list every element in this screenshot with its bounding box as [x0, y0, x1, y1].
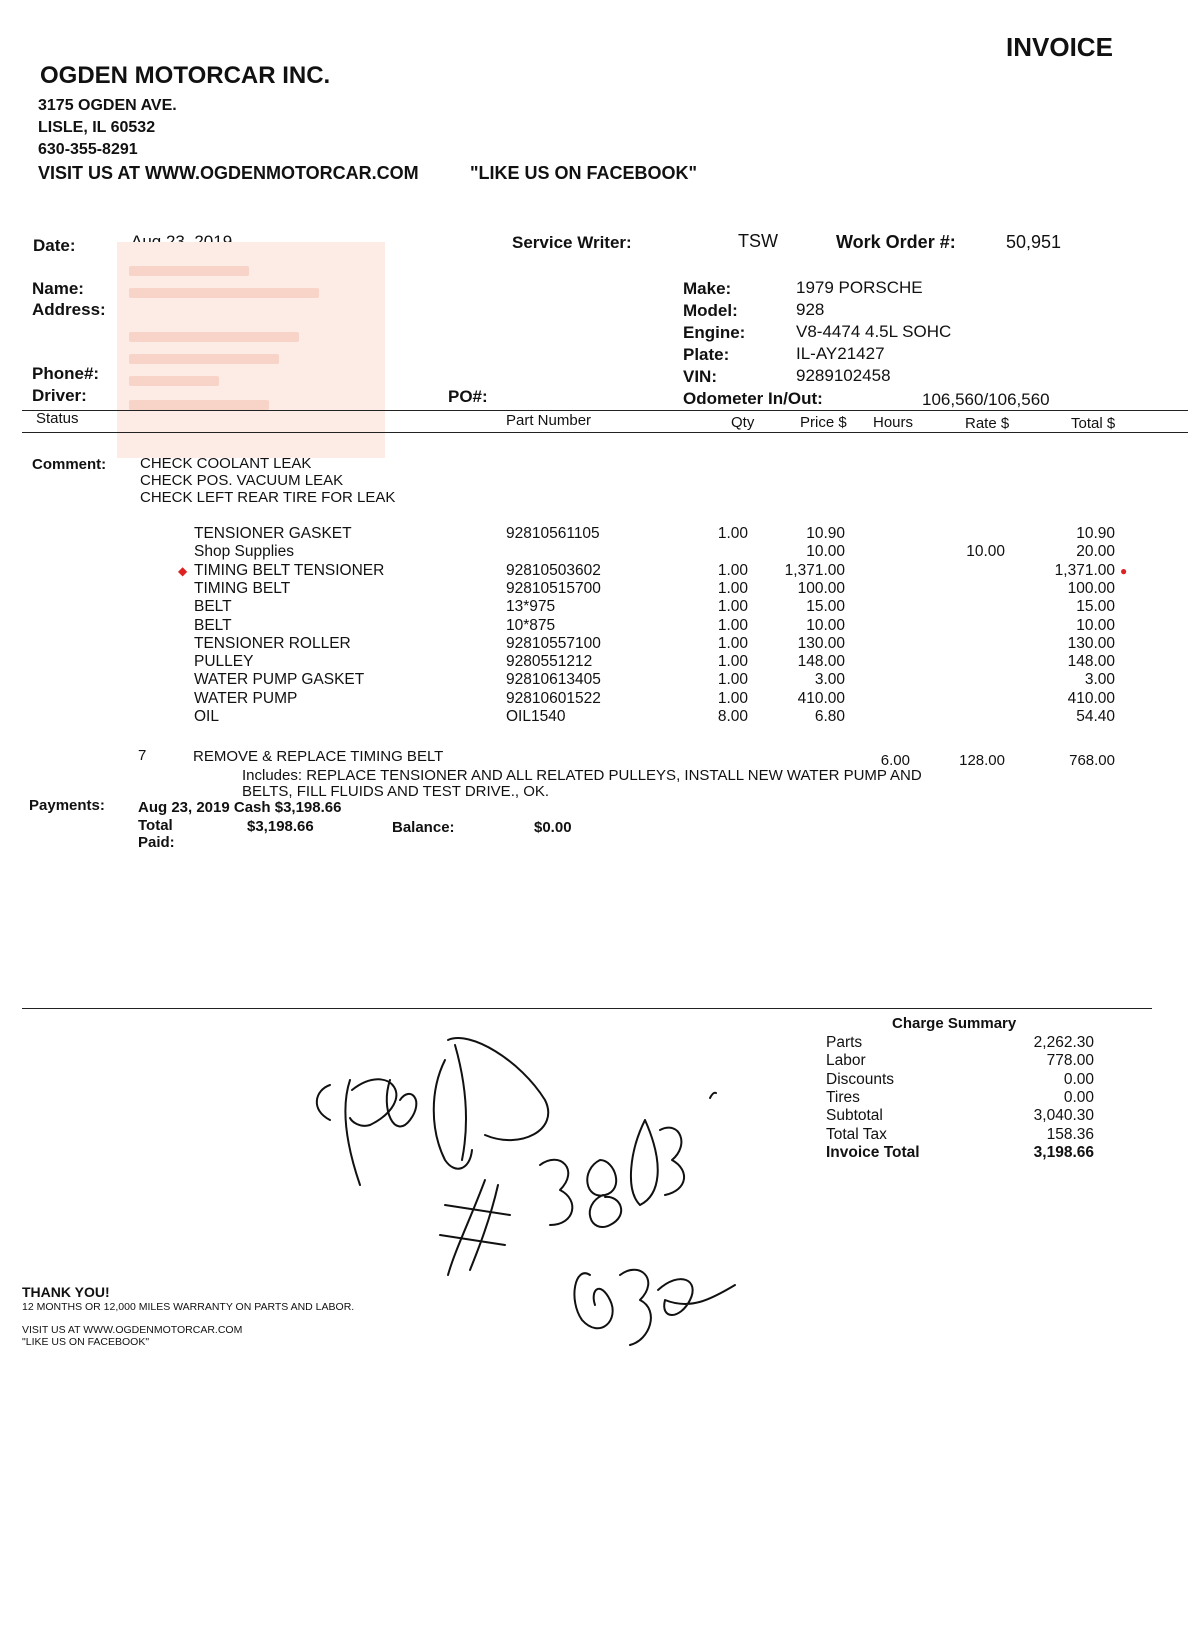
col-qty: Qty — [731, 414, 755, 431]
item-description: TENSIONER ROLLER — [194, 634, 351, 652]
summary-label: Tires — [826, 1088, 860, 1106]
item-description: BELT — [194, 616, 232, 634]
model-value: 928 — [796, 300, 825, 319]
summary-value: 3,040.30 — [1033, 1107, 1094, 1125]
item-price: 6.80 — [814, 708, 845, 725]
balance-value: $0.00 — [534, 819, 572, 836]
col-total: Total $ — [1071, 415, 1116, 432]
item-price: 410.00 — [797, 689, 845, 707]
item-price: 15.00 — [806, 598, 845, 616]
make-label: Make: — [683, 279, 732, 298]
red-mark-icon: ● — [1120, 563, 1128, 578]
item-qty: 1.00 — [717, 634, 748, 652]
item-part-number: 9280551212 — [506, 653, 593, 671]
item-part-number: 10*875 — [506, 616, 556, 634]
item-qty: 1.00 — [717, 653, 748, 671]
labor-description: REMOVE & REPLACE TIMING BELT — [193, 748, 444, 765]
item-part-number: 92810503602 — [506, 561, 601, 579]
item-price: 100.00 — [797, 579, 845, 597]
plate-label: Plate: — [683, 345, 730, 364]
date-label: Date: — [33, 236, 76, 255]
work-order-value: 50,951 — [1006, 232, 1062, 252]
item-description: WATER PUMP GASKET — [194, 671, 365, 689]
item-price: 10.90 — [806, 525, 845, 542]
summary-label: Parts — [826, 1034, 863, 1051]
summary-value: 2,262.30 — [1033, 1034, 1094, 1051]
summary-label: Invoice Total — [826, 1143, 920, 1161]
item-price: 10.00 — [806, 543, 845, 561]
company-city: LISLE, IL 60532 — [38, 119, 156, 136]
item-part-number: 92810601522 — [506, 689, 601, 707]
item-qty: 8.00 — [717, 708, 748, 725]
col-status: Status — [36, 410, 79, 427]
company-name: OGDEN MOTORCAR INC. — [40, 62, 331, 89]
total-paid-label: Paid: — [138, 834, 175, 851]
col-part-number: Part Number — [506, 412, 592, 429]
footer-website: VISIT US AT WWW.OGDENMOTORCAR.COM — [22, 1324, 243, 1336]
payment-entry: Aug 23, 2019 Cash $3,198.66 — [138, 799, 342, 816]
item-qty: 1.00 — [717, 689, 748, 707]
summary-value: 3,198.66 — [1033, 1143, 1094, 1161]
col-hours: Hours — [873, 414, 914, 431]
item-qty: 1.00 — [717, 598, 748, 616]
summary-label: Total Tax — [826, 1125, 887, 1143]
total-paid-label: Total — [138, 817, 173, 834]
item-total: 15.00 — [1076, 598, 1115, 616]
item-description: TIMING BELT — [194, 579, 291, 597]
name-label: Name: — [32, 279, 84, 298]
company-phone: 630-355-8291 — [38, 141, 138, 158]
service-writer-value: TSW — [738, 231, 778, 251]
model-label: Model: — [683, 301, 738, 320]
comment-line: CHECK LEFT REAR TIRE FOR LEAK — [140, 489, 396, 506]
labor-rate: 128.00 — [959, 752, 1005, 769]
item-total: 130.00 — [1067, 634, 1115, 652]
item-price: 148.00 — [797, 653, 845, 671]
address-label: Address: — [32, 300, 106, 319]
comment-label: Comment: — [32, 456, 107, 473]
item-qty: 1.00 — [717, 579, 748, 597]
vin-label: VIN: — [683, 367, 717, 386]
payments-label: Payments: — [29, 797, 105, 814]
company-website: VISIT US AT WWW.OGDENMOTORCAR.COM — [38, 163, 419, 183]
item-total: 10.90 — [1076, 525, 1115, 542]
item-total: 10.00 — [1076, 616, 1115, 634]
item-description: Shop Supplies — [194, 543, 294, 561]
summary-value: 158.36 — [1046, 1125, 1094, 1143]
summary-label: Discounts — [826, 1070, 895, 1088]
labor-includes: BELTS, FILL FLUIDS AND TEST DRIVE., OK. — [242, 783, 550, 800]
balance-label: Balance: — [392, 819, 455, 836]
item-part-number: 92810515700 — [506, 579, 601, 597]
comment-line: CHECK COOLANT LEAK — [140, 455, 312, 472]
plate-value: IL-AY21427 — [796, 344, 885, 363]
make-value: 1979 PORSCHE — [796, 278, 923, 297]
col-rate: Rate $ — [965, 415, 1010, 432]
item-description: BELT — [194, 598, 232, 616]
charge-summary-title: Charge Summary — [892, 1015, 1017, 1032]
col-price: Price $ — [800, 414, 847, 431]
item-part-number: 92810557100 — [506, 634, 601, 652]
phone-label: Phone#: — [32, 364, 100, 383]
summary-label: Subtotal — [826, 1107, 883, 1125]
item-total: 3.00 — [1084, 671, 1115, 689]
item-total: 148.00 — [1067, 653, 1115, 671]
item-description: WATER PUMP — [194, 689, 298, 707]
item-price: 130.00 — [797, 634, 845, 652]
summary-value: 0.00 — [1063, 1070, 1094, 1088]
summary-value: 778.00 — [1046, 1052, 1094, 1070]
item-part-number: OIL1540 — [506, 708, 566, 725]
item-part-number: 13*975 — [506, 598, 556, 616]
odometer-value: 106,560/106,560 — [922, 390, 1050, 409]
company-street: 3175 OGDEN AVE. — [38, 97, 177, 114]
item-description: OIL — [194, 708, 219, 725]
invoice-title: INVOICE — [1006, 32, 1113, 62]
item-part-number: 92810613405 — [506, 671, 601, 689]
item-qty: 1.00 — [717, 616, 748, 634]
item-part-number: 92810561105 — [506, 525, 600, 542]
item-rate: 10.00 — [966, 543, 1005, 561]
item-qty: 1.00 — [717, 525, 748, 542]
item-price: 1,371.00 — [784, 561, 845, 579]
odometer-label: Odometer In/Out: — [683, 389, 823, 408]
item-total: 410.00 — [1067, 689, 1115, 707]
item-qty: 1.00 — [717, 561, 748, 579]
vin-value: 9289102458 — [796, 366, 891, 385]
item-description: TENSIONER GASKET — [194, 525, 352, 542]
work-order-label: Work Order #: — [836, 232, 956, 252]
labor-total: 768.00 — [1069, 752, 1115, 769]
footer-facebook: "LIKE US ON FACEBOOK" — [22, 1336, 150, 1348]
red-mark-icon: ◆ — [178, 563, 188, 578]
labor-includes: Includes: REPLACE TENSIONER AND ALL RELATED PULLEYS, INSTALL NEW WATER PUMP AND — [242, 767, 922, 784]
item-description: PULLEY — [194, 653, 254, 671]
item-price: 3.00 — [814, 671, 845, 689]
warranty-text: 12 MONTHS OR 12,000 MILES WARRANTY ON PARTS AND LABOR. — [22, 1301, 355, 1313]
total-paid-value: $3,198.66 — [247, 818, 314, 835]
item-total: 54.40 — [1076, 708, 1115, 725]
company-facebook: "LIKE US ON FACEBOOK" — [470, 163, 698, 183]
item-qty: 1.00 — [717, 671, 748, 689]
summary-value: 0.00 — [1063, 1088, 1094, 1106]
comment-line: CHECK POS. VACUUM LEAK — [140, 472, 344, 489]
labor-status: 7 — [138, 747, 147, 764]
labor-hours: 6.00 — [880, 752, 910, 769]
engine-value: V8-4474 4.5L SOHC — [796, 322, 952, 341]
summary-label: Labor — [826, 1052, 866, 1070]
service-writer-label: Service Writer: — [512, 233, 632, 252]
po-label: PO#: — [448, 387, 488, 406]
driver-label: Driver: — [32, 386, 87, 405]
item-description: TIMING BELT TENSIONER — [194, 561, 385, 579]
thank-you: THANK YOU! — [22, 1284, 110, 1300]
item-total: 100.00 — [1067, 579, 1115, 597]
item-total: 20.00 — [1076, 543, 1115, 561]
item-total: 1,371.00 — [1054, 561, 1115, 579]
item-price: 10.00 — [806, 616, 845, 634]
engine-label: Engine: — [683, 323, 746, 342]
